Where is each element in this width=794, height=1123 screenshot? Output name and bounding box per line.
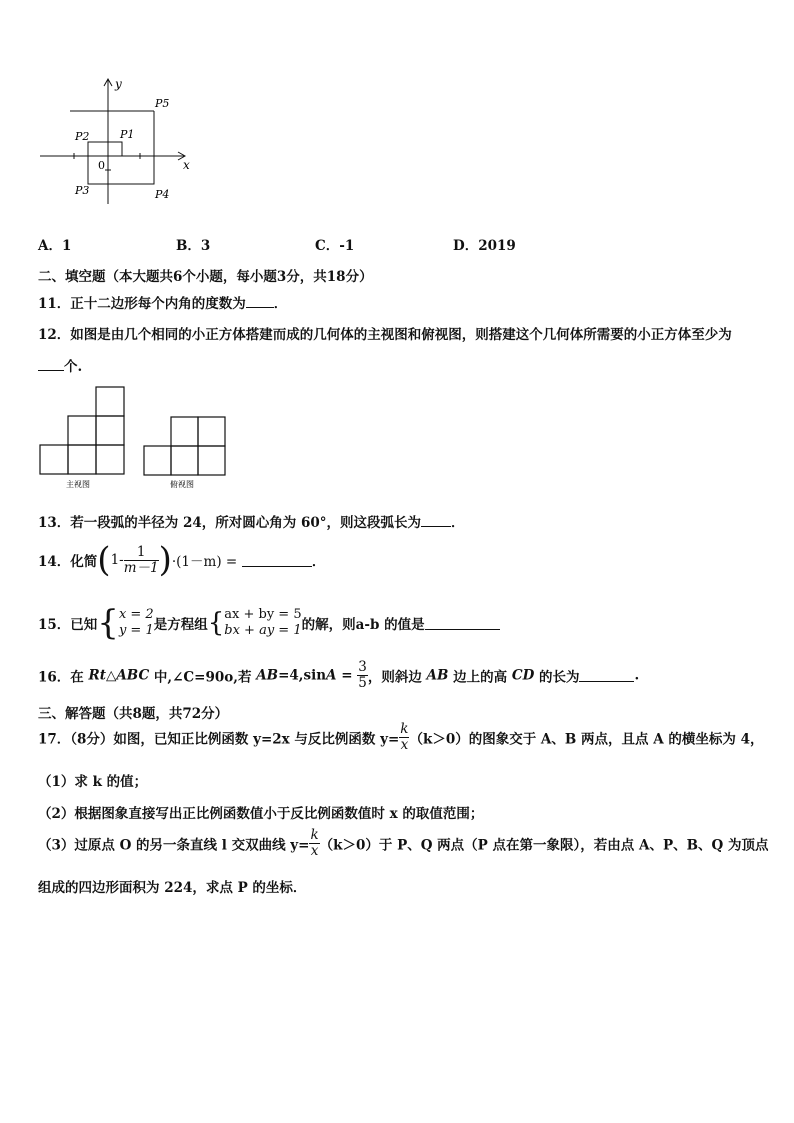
q16-ab2: AB [426, 667, 449, 684]
question-11 [38, 292, 287, 312]
option-a: A．1 [38, 238, 72, 254]
axis-y-label: y [115, 77, 122, 91]
option-b: B．3 [176, 238, 211, 254]
q17-p3-frac-x: x [310, 843, 319, 859]
q16-mid2: =4,sin [278, 667, 327, 684]
q16-mid4: 边上的高 [448, 669, 512, 686]
q17-head: 17．（8分）如图，已知正比例函数 y=2x 与反比例函数 y= [38, 731, 400, 748]
section-2-heading: 二、填空题（本大题共6个小题，每小题3分，共18分） [38, 269, 373, 285]
q12-tail: 个. [64, 359, 83, 375]
q16-a: A [326, 667, 337, 684]
q17-frac-k: k [400, 721, 409, 737]
q14-frac-num: 1 [124, 545, 159, 561]
question-12-line2 [38, 355, 82, 375]
q16-mid1: 中,∠C=90o,若 [149, 669, 257, 686]
question-12-line1: 12．如图是由几个相同的小正方体搭建而成的几何体的主视图和俯视图，则搭建这个几何体所需要的小正方体至少为 [38, 327, 732, 343]
q13-tail: ． [451, 515, 465, 531]
coordinate-figure [35, 74, 200, 214]
q16-tail: 的长为 [534, 669, 580, 686]
top-view-label: 俯视图 [170, 480, 194, 489]
point-label-p2: P2 [75, 130, 90, 143]
q14-mid: ·(1－m) = [171, 554, 238, 570]
point-label-p5: P5 [155, 97, 170, 110]
q14-one: 1- [110, 552, 124, 568]
question-17-head [38, 722, 763, 753]
q11-tail: ． [273, 296, 288, 312]
question-15: 15．已知{ x = 2 y = 1 是方程组{ ax + by = 5 bx + ay = 1 的解，则a-b 的值是 [38, 606, 500, 640]
q17-p3-tail: （k＞0）于 P、Q 两点（P 点在第一象限），若由点 A、P、B、Q 为顶点 [319, 837, 769, 854]
q16-frac-den: 5 [358, 675, 367, 691]
question-13 [38, 511, 465, 531]
q15-eq2: bx + ay = 1 [224, 623, 302, 638]
section-3-heading: 三、解答题（共8题，共72分） [38, 706, 229, 722]
question-16: 16．在 Rt△ABC 中,∠C=90o,若 AB=4,sinA = $\frac{3}{5}$ ，则斜边 AB 边上的高 CD 的长为 . [38, 659, 640, 691]
q15-sol1: x = 2 [118, 607, 154, 622]
q15-middle: 是方程组 [153, 617, 208, 633]
point-label-p3: P3 [75, 184, 90, 197]
q16-cd: CD [511, 667, 535, 684]
q16-rt: Rt△ABC [88, 667, 150, 684]
q14-tail: ． [311, 554, 326, 570]
q13-text: 13．若一段弧的半径为 24，所对圆心角为 60°，则这段弧长为 [38, 515, 422, 531]
q16-ab: AB [256, 667, 279, 684]
question-14: 14．化简(1- $\frac{1}{m-1}$ )·(1－m) = ． [38, 540, 326, 580]
q16-prefix: 16．在 [38, 669, 89, 686]
q17-frac-x: x [400, 737, 409, 753]
q17-p3-head: （3）过原点 O 的另一条直线 l 交双曲线 y= [38, 837, 310, 854]
q16-eq: = [336, 667, 358, 684]
question-17-part1: （1）求 k 的值； [38, 774, 148, 790]
question-17-part2: （2）根据图象直接写出正比例函数值小于反比例函数值时 x 的取值范围； [38, 806, 484, 822]
point-label-p4: P4 [155, 188, 170, 201]
question-17-part3 [38, 828, 768, 859]
q17-p3-frac-k: k [310, 827, 319, 843]
q16-frac-num: 3 [358, 659, 367, 675]
top-view-figure [142, 415, 232, 490]
option-c: C．-1 [315, 238, 355, 254]
q15-sol2: y = 1 [118, 623, 154, 638]
q14-prefix: 14．化简 [38, 554, 98, 570]
q15-eq1: ax + by = 5 [224, 607, 302, 622]
origin-label: 0 [98, 159, 105, 172]
point-label-p1: P1 [120, 128, 135, 141]
question-17-part4: 组成的四边形面积为 224，求点 P 的坐标． [38, 880, 307, 896]
q16-mid3: ，则斜边 [367, 669, 427, 686]
front-view-label: 主视图 [66, 480, 90, 489]
q15-tail: 的解，则a-b 的值是 [301, 617, 425, 633]
axis-x-label: x [183, 158, 190, 172]
front-view-figure [38, 385, 133, 490]
q17-head-tail: （k＞0）的图象交于 A、B 两点，且点 A 的横坐标为 4， [409, 731, 764, 748]
option-d: D．2019 [453, 238, 516, 254]
q14-frac-den: m－1 [123, 559, 159, 576]
q11-text: 11．正十二边形每个内角的度数为 [38, 296, 246, 312]
q15-prefix: 15．已知 [38, 617, 98, 633]
